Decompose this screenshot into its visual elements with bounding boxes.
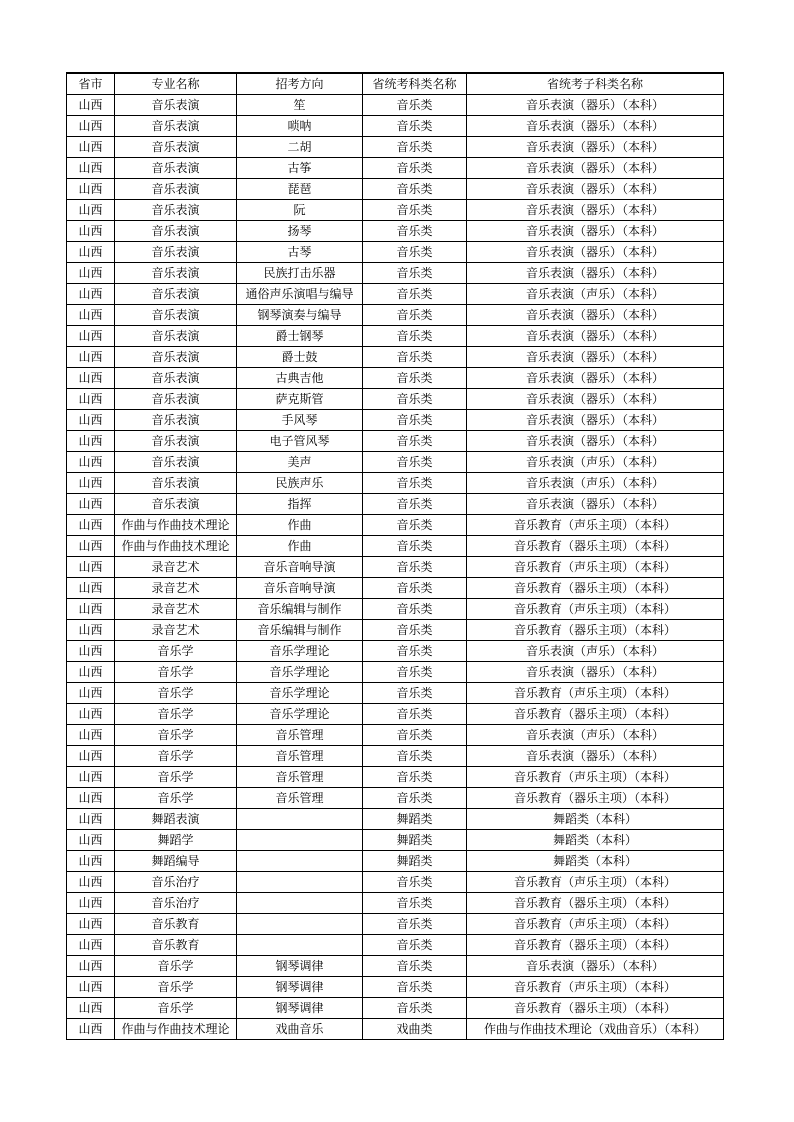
cell-direction: 美声 — [237, 452, 363, 473]
cell-exam-category: 音乐类 — [363, 452, 467, 473]
cell-exam-subcategory: 音乐表演（器乐）（本科） — [467, 137, 724, 158]
cell-direction: 音乐音响导演 — [237, 557, 363, 578]
cell-major-name: 录音艺术 — [115, 599, 237, 620]
cell-major-name: 音乐表演 — [115, 158, 237, 179]
cell-province: 山西 — [67, 326, 115, 347]
table-row — [67, 935, 724, 956]
cell-province: 山西 — [67, 725, 115, 746]
cell-exam-subcategory: 音乐表演（声乐）（本科） — [467, 641, 724, 662]
table-row — [67, 914, 724, 935]
cell-province: 山西 — [67, 893, 115, 914]
cell-exam-category: 音乐类 — [363, 242, 467, 263]
table-row — [67, 620, 724, 641]
cell-exam-subcategory: 音乐表演（器乐）（本科） — [467, 263, 724, 284]
table-row — [67, 536, 724, 557]
cell-major-name: 音乐学 — [115, 956, 237, 977]
cell-exam-category: 音乐类 — [363, 221, 467, 242]
cell-direction: 钢琴调律 — [237, 956, 363, 977]
cell-province: 山西 — [67, 872, 115, 893]
cell-province: 山西 — [67, 914, 115, 935]
cell-direction: 作曲 — [237, 515, 363, 536]
cell-direction: 音乐管理 — [237, 788, 363, 809]
table-row — [67, 452, 724, 473]
cell-province: 山西 — [67, 263, 115, 284]
cell-major-name: 舞蹈学 — [115, 830, 237, 851]
cell-exam-subcategory: 音乐教育（声乐主项）（本科） — [467, 557, 724, 578]
table-row — [67, 137, 724, 158]
cell-direction: 萨克斯管 — [237, 389, 363, 410]
cell-province: 山西 — [67, 431, 115, 452]
cell-exam-subcategory: 音乐教育（声乐主项）（本科） — [467, 683, 724, 704]
cell-exam-category: 音乐类 — [363, 284, 467, 305]
table-row — [67, 494, 724, 515]
table-row — [67, 641, 724, 662]
cell-province: 山西 — [67, 809, 115, 830]
cell-province: 山西 — [67, 998, 115, 1019]
cell-direction: 笙 — [237, 95, 363, 116]
cell-exam-category: 音乐类 — [363, 641, 467, 662]
cell-major-name: 音乐表演 — [115, 305, 237, 326]
cell-province: 山西 — [67, 368, 115, 389]
cell-exam-subcategory: 音乐表演（器乐）（本科） — [467, 95, 724, 116]
cell-major-name: 音乐表演 — [115, 452, 237, 473]
cell-exam-subcategory: 音乐教育（声乐主项）（本科） — [467, 872, 724, 893]
table-row — [67, 662, 724, 683]
cell-province: 山西 — [67, 473, 115, 494]
cell-exam-category: 音乐类 — [363, 767, 467, 788]
cell-province: 山西 — [67, 683, 115, 704]
cell-direction — [237, 935, 363, 956]
table-row — [67, 389, 724, 410]
cell-major-name: 音乐学 — [115, 683, 237, 704]
table-row — [67, 305, 724, 326]
cell-direction — [237, 830, 363, 851]
cell-exam-category: 音乐类 — [363, 557, 467, 578]
table-row — [67, 599, 724, 620]
cell-province: 山西 — [67, 599, 115, 620]
cell-exam-category: 音乐类 — [363, 389, 467, 410]
cell-exam-subcategory: 音乐教育（声乐主项）（本科） — [467, 914, 724, 935]
cell-exam-category: 音乐类 — [363, 788, 467, 809]
table-row — [67, 767, 724, 788]
cell-direction: 爵士鼓 — [237, 347, 363, 368]
cell-exam-subcategory: 音乐教育（声乐主项）（本科） — [467, 515, 724, 536]
cell-exam-category: 音乐类 — [363, 326, 467, 347]
cell-exam-category: 音乐类 — [363, 368, 467, 389]
cell-major-name: 音乐表演 — [115, 137, 237, 158]
table-row — [67, 830, 724, 851]
cell-exam-subcategory: 舞蹈类（本科） — [467, 809, 724, 830]
cell-exam-category: 音乐类 — [363, 515, 467, 536]
cell-province: 山西 — [67, 200, 115, 221]
cell-exam-category: 音乐类 — [363, 137, 467, 158]
cell-province: 山西 — [67, 977, 115, 998]
cell-direction: 琵琶 — [237, 179, 363, 200]
table-row — [67, 263, 724, 284]
cell-major-name: 录音艺术 — [115, 578, 237, 599]
cell-direction — [237, 893, 363, 914]
cell-exam-subcategory: 音乐表演（器乐）（本科） — [467, 662, 724, 683]
cell-exam-category: 音乐类 — [363, 158, 467, 179]
cell-exam-category: 音乐类 — [363, 662, 467, 683]
cell-province: 山西 — [67, 221, 115, 242]
table-row — [67, 158, 724, 179]
cell-province: 山西 — [67, 536, 115, 557]
table-row — [67, 872, 724, 893]
cell-exam-category: 音乐类 — [363, 620, 467, 641]
table-row — [67, 200, 724, 221]
cell-exam-category: 音乐类 — [363, 746, 467, 767]
cell-major-name: 音乐表演 — [115, 389, 237, 410]
cell-exam-subcategory: 音乐教育（声乐主项）（本科） — [467, 767, 724, 788]
cell-exam-subcategory: 音乐教育（声乐主项）（本科） — [467, 599, 724, 620]
cell-exam-subcategory: 音乐表演（器乐）（本科） — [467, 305, 724, 326]
cell-direction: 电子管风琴 — [237, 431, 363, 452]
header-province: 省市 — [67, 73, 115, 95]
table-row — [67, 347, 724, 368]
cell-direction: 指挥 — [237, 494, 363, 515]
cell-exam-category: 音乐类 — [363, 599, 467, 620]
cell-exam-category: 音乐类 — [363, 95, 467, 116]
cell-exam-category: 音乐类 — [363, 410, 467, 431]
cell-exam-category: 音乐类 — [363, 116, 467, 137]
cell-major-name: 音乐表演 — [115, 242, 237, 263]
cell-major-name: 音乐表演 — [115, 368, 237, 389]
cell-major-name: 音乐表演 — [115, 284, 237, 305]
cell-province: 山西 — [67, 620, 115, 641]
cell-direction: 古筝 — [237, 158, 363, 179]
cell-province: 山西 — [67, 578, 115, 599]
cell-province: 山西 — [67, 851, 115, 872]
cell-exam-subcategory: 音乐表演（器乐）（本科） — [467, 326, 724, 347]
cell-major-name: 舞蹈表演 — [115, 809, 237, 830]
cell-direction: 爵士钢琴 — [237, 326, 363, 347]
cell-exam-subcategory: 音乐表演（声乐）（本科） — [467, 473, 724, 494]
cell-province: 山西 — [67, 410, 115, 431]
cell-direction: 古琴 — [237, 242, 363, 263]
cell-province: 山西 — [67, 179, 115, 200]
table-row — [67, 116, 724, 137]
cell-major-name: 音乐表演 — [115, 116, 237, 137]
cell-exam-subcategory: 音乐表演（器乐）（本科） — [467, 242, 724, 263]
cell-exam-category: 舞蹈类 — [363, 809, 467, 830]
cell-exam-category: 音乐类 — [363, 536, 467, 557]
cell-province: 山西 — [67, 95, 115, 116]
cell-major-name: 音乐教育 — [115, 935, 237, 956]
cell-direction: 音乐管理 — [237, 746, 363, 767]
cell-direction: 音乐编辑与制作 — [237, 620, 363, 641]
cell-exam-subcategory: 音乐表演（器乐）（本科） — [467, 956, 724, 977]
cell-province: 山西 — [67, 641, 115, 662]
table-body — [67, 95, 724, 1040]
cell-exam-subcategory: 音乐教育（声乐主项）（本科） — [467, 977, 724, 998]
cell-major-name: 音乐教育 — [115, 914, 237, 935]
cell-exam-subcategory: 音乐表演（声乐）（本科） — [467, 284, 724, 305]
cell-province: 山西 — [67, 452, 115, 473]
table-row — [67, 515, 724, 536]
table-row — [67, 368, 724, 389]
cell-exam-category: 音乐类 — [363, 347, 467, 368]
table-row — [67, 746, 724, 767]
cell-major-name: 音乐表演 — [115, 347, 237, 368]
cell-major-name: 音乐治疗 — [115, 893, 237, 914]
table-row — [67, 557, 724, 578]
cell-exam-subcategory: 音乐教育（器乐主项）（本科） — [467, 578, 724, 599]
cell-direction: 音乐学理论 — [237, 641, 363, 662]
cell-direction: 民族声乐 — [237, 473, 363, 494]
cell-major-name: 音乐表演 — [115, 473, 237, 494]
cell-direction — [237, 872, 363, 893]
cell-exam-subcategory: 音乐表演（器乐）（本科） — [467, 410, 724, 431]
cell-major-name: 音乐学 — [115, 767, 237, 788]
cell-major-name: 音乐治疗 — [115, 872, 237, 893]
cell-direction: 音乐学理论 — [237, 662, 363, 683]
cell-exam-subcategory: 音乐教育（器乐主项）（本科） — [467, 998, 724, 1019]
cell-province: 山西 — [67, 515, 115, 536]
cell-exam-subcategory: 舞蹈类（本科） — [467, 851, 724, 872]
table-row — [67, 221, 724, 242]
cell-province: 山西 — [67, 137, 115, 158]
cell-exam-subcategory: 音乐表演（器乐）（本科） — [467, 431, 724, 452]
header-exam-category: 省统考科类名称 — [363, 73, 467, 95]
cell-exam-subcategory: 作曲与作曲技术理论（戏曲音乐）（本科） — [467, 1019, 724, 1040]
cell-direction: 民族打击乐器 — [237, 263, 363, 284]
cell-exam-category: 音乐类 — [363, 683, 467, 704]
cell-direction: 音乐音响导演 — [237, 578, 363, 599]
cell-exam-category: 音乐类 — [363, 725, 467, 746]
cell-province: 山西 — [67, 116, 115, 137]
cell-exam-subcategory: 音乐表演（器乐）（本科） — [467, 179, 724, 200]
cell-exam-category: 音乐类 — [363, 263, 467, 284]
cell-major-name: 音乐表演 — [115, 326, 237, 347]
cell-province: 山西 — [67, 746, 115, 767]
cell-province: 山西 — [67, 305, 115, 326]
cell-direction: 音乐学理论 — [237, 704, 363, 725]
table-row — [67, 326, 724, 347]
cell-province: 山西 — [67, 788, 115, 809]
cell-major-name: 音乐学 — [115, 788, 237, 809]
cell-major-name: 音乐表演 — [115, 221, 237, 242]
cell-exam-subcategory: 音乐表演（器乐）（本科） — [467, 116, 724, 137]
cell-direction: 戏曲音乐 — [237, 1019, 363, 1040]
table-row — [67, 893, 724, 914]
cell-major-name: 音乐学 — [115, 725, 237, 746]
cell-province: 山西 — [67, 389, 115, 410]
cell-exam-category: 音乐类 — [363, 431, 467, 452]
table-row — [67, 242, 724, 263]
table-row — [67, 998, 724, 1019]
table-row — [67, 851, 724, 872]
table-row — [67, 578, 724, 599]
cell-province: 山西 — [67, 347, 115, 368]
cell-major-name: 音乐表演 — [115, 494, 237, 515]
cell-exam-subcategory: 音乐教育（器乐主项）（本科） — [467, 893, 724, 914]
cell-direction: 二胡 — [237, 137, 363, 158]
table-header — [67, 73, 724, 95]
cell-direction — [237, 851, 363, 872]
cell-province: 山西 — [67, 242, 115, 263]
cell-exam-category: 舞蹈类 — [363, 851, 467, 872]
cell-exam-category: 舞蹈类 — [363, 830, 467, 851]
cell-major-name: 录音艺术 — [115, 620, 237, 641]
cell-exam-category: 音乐类 — [363, 998, 467, 1019]
cell-province: 山西 — [67, 662, 115, 683]
cell-exam-category: 音乐类 — [363, 200, 467, 221]
header-major-name: 专业名称 — [115, 73, 237, 95]
cell-exam-subcategory: 音乐教育（器乐主项）（本科） — [467, 788, 724, 809]
cell-direction: 钢琴演奏与编导 — [237, 305, 363, 326]
cell-major-name: 作曲与作曲技术理论 — [115, 1019, 237, 1040]
cell-province: 山西 — [67, 1019, 115, 1040]
cell-province: 山西 — [67, 956, 115, 977]
cell-major-name: 音乐表演 — [115, 179, 237, 200]
cell-major-name: 音乐学 — [115, 662, 237, 683]
cell-major-name: 音乐学 — [115, 977, 237, 998]
cell-exam-subcategory: 音乐教育（器乐主项）（本科） — [467, 935, 724, 956]
cell-direction: 音乐学理论 — [237, 683, 363, 704]
cell-major-name: 作曲与作曲技术理论 — [115, 536, 237, 557]
cell-major-name: 音乐表演 — [115, 263, 237, 284]
admissions-table — [66, 72, 724, 1040]
cell-direction: 作曲 — [237, 536, 363, 557]
cell-exam-subcategory: 音乐教育（器乐主项）（本科） — [467, 536, 724, 557]
table-row — [67, 956, 724, 977]
cell-province: 山西 — [67, 704, 115, 725]
cell-exam-category: 音乐类 — [363, 494, 467, 515]
cell-exam-category: 戏曲类 — [363, 1019, 467, 1040]
cell-exam-category: 音乐类 — [363, 977, 467, 998]
cell-exam-category: 音乐类 — [363, 179, 467, 200]
cell-direction: 阮 — [237, 200, 363, 221]
cell-direction: 音乐编辑与制作 — [237, 599, 363, 620]
table-row — [67, 431, 724, 452]
header-direction: 招考方向 — [237, 73, 363, 95]
cell-province: 山西 — [67, 284, 115, 305]
table-row — [67, 809, 724, 830]
cell-direction: 扬琴 — [237, 221, 363, 242]
cell-major-name: 音乐表演 — [115, 410, 237, 431]
table-row — [67, 704, 724, 725]
table-row — [67, 1019, 724, 1040]
cell-province: 山西 — [67, 557, 115, 578]
cell-direction: 音乐管理 — [237, 725, 363, 746]
cell-exam-category: 音乐类 — [363, 914, 467, 935]
cell-exam-subcategory: 音乐表演（声乐）（本科） — [467, 725, 724, 746]
cell-major-name: 录音艺术 — [115, 557, 237, 578]
cell-major-name: 舞蹈编导 — [115, 851, 237, 872]
cell-direction: 钢琴调律 — [237, 977, 363, 998]
cell-province: 山西 — [67, 494, 115, 515]
cell-exam-subcategory: 音乐表演（器乐）（本科） — [467, 347, 724, 368]
cell-major-name: 音乐学 — [115, 641, 237, 662]
table-row — [67, 410, 724, 431]
cell-exam-subcategory: 舞蹈类（本科） — [467, 830, 724, 851]
cell-province: 山西 — [67, 767, 115, 788]
cell-major-name: 音乐表演 — [115, 95, 237, 116]
cell-exam-subcategory: 音乐教育（器乐主项）（本科） — [467, 620, 724, 641]
cell-exam-subcategory: 音乐表演（器乐）（本科） — [467, 221, 724, 242]
table-row — [67, 683, 724, 704]
cell-exam-category: 音乐类 — [363, 893, 467, 914]
cell-province: 山西 — [67, 935, 115, 956]
cell-exam-category: 音乐类 — [363, 935, 467, 956]
cell-exam-subcategory: 音乐表演（器乐）（本科） — [467, 368, 724, 389]
cell-exam-subcategory: 音乐表演（器乐）（本科） — [467, 494, 724, 515]
cell-exam-category: 音乐类 — [363, 956, 467, 977]
cell-exam-subcategory: 音乐表演（器乐）（本科） — [467, 200, 724, 221]
cell-province: 山西 — [67, 158, 115, 179]
cell-exam-category: 音乐类 — [363, 578, 467, 599]
table-row — [67, 977, 724, 998]
cell-direction: 通俗声乐演唱与编导 — [237, 284, 363, 305]
cell-major-name: 作曲与作曲技术理论 — [115, 515, 237, 536]
cell-major-name: 音乐表演 — [115, 200, 237, 221]
cell-direction: 音乐管理 — [237, 767, 363, 788]
cell-direction: 钢琴调律 — [237, 998, 363, 1019]
cell-direction: 古典吉他 — [237, 368, 363, 389]
table-row — [67, 284, 724, 305]
header-row — [67, 73, 724, 95]
cell-exam-subcategory: 音乐表演（声乐）（本科） — [467, 452, 724, 473]
cell-major-name: 音乐表演 — [115, 431, 237, 452]
table-row — [67, 725, 724, 746]
cell-exam-category: 音乐类 — [363, 704, 467, 725]
cell-direction: 唢呐 — [237, 116, 363, 137]
cell-major-name: 音乐学 — [115, 998, 237, 1019]
cell-exam-subcategory: 音乐教育（器乐主项）（本科） — [467, 704, 724, 725]
cell-exam-category: 音乐类 — [363, 872, 467, 893]
header-exam-subcategory: 省统考子科类名称 — [467, 73, 724, 95]
cell-exam-subcategory: 音乐表演（器乐）（本科） — [467, 389, 724, 410]
cell-direction — [237, 914, 363, 935]
cell-exam-subcategory: 音乐表演（器乐）（本科） — [467, 746, 724, 767]
cell-direction: 手风琴 — [237, 410, 363, 431]
cell-major-name: 音乐学 — [115, 746, 237, 767]
cell-province: 山西 — [67, 830, 115, 851]
cell-exam-category: 音乐类 — [363, 305, 467, 326]
cell-exam-category: 音乐类 — [363, 473, 467, 494]
table-row — [67, 95, 724, 116]
cell-direction — [237, 809, 363, 830]
table-row — [67, 788, 724, 809]
table-row — [67, 179, 724, 200]
cell-major-name: 音乐学 — [115, 704, 237, 725]
cell-exam-subcategory: 音乐表演（器乐）（本科） — [467, 158, 724, 179]
table-row — [67, 473, 724, 494]
